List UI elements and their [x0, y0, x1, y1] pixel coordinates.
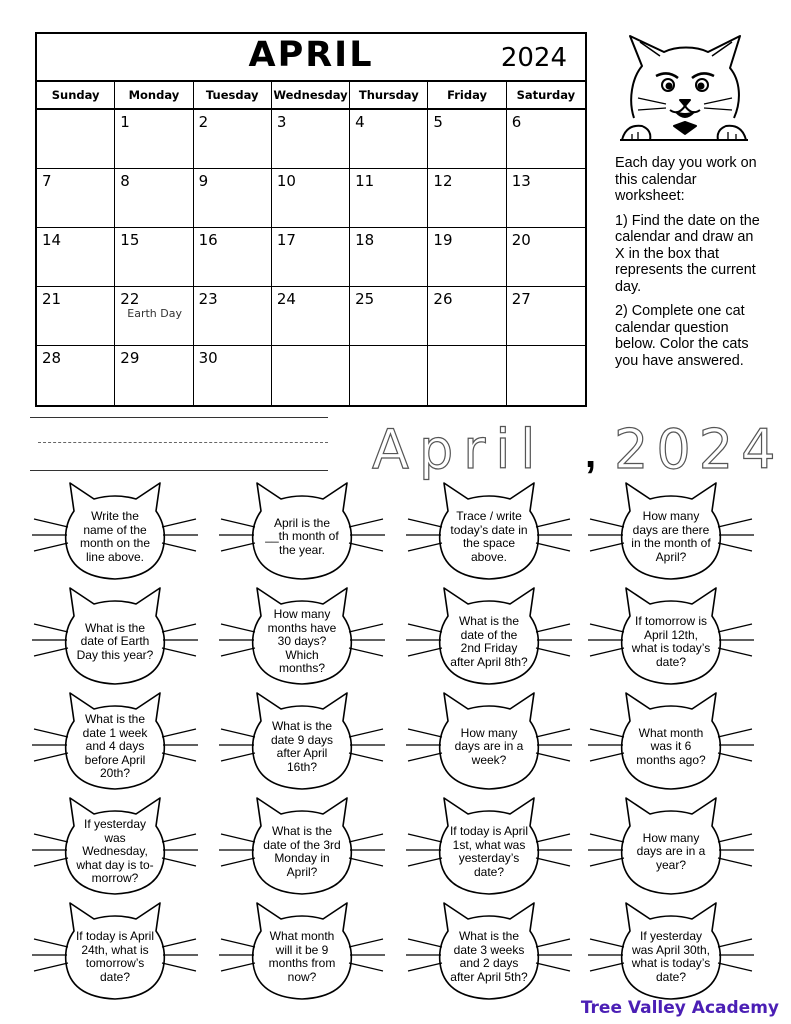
calendar-day-number: 21: [42, 290, 62, 308]
handwriting-lines[interactable]: [30, 417, 328, 473]
calendar-day-grid: [37, 110, 585, 405]
cat-question-text: What is the date of the 2nd Friday after April 8th?: [450, 614, 528, 669]
cat-question-card[interactable]: [404, 895, 574, 1005]
calendar-day-cell[interactable]: [194, 228, 272, 287]
calendar-day-cell[interactable]: [272, 169, 350, 228]
cat-question-text: How many days are there in the month of April?: [631, 509, 711, 564]
calendar-day-number: 18: [355, 231, 375, 249]
calendar-day-number: 11: [355, 172, 375, 190]
calendar-day-cell[interactable]: [350, 287, 428, 346]
calendar-day-number: 12: [433, 172, 453, 190]
cat-question-card[interactable]: [30, 790, 200, 900]
calendar-day-cell[interactable]: [428, 228, 506, 287]
calendar-day-cell[interactable]: [350, 228, 428, 287]
writing-top-line: [30, 417, 328, 418]
calendar-day-number: 7: [42, 172, 52, 190]
instructions: [615, 155, 765, 377]
cat-question-card[interactable]: [217, 475, 387, 585]
calendar-day-cell[interactable]: [115, 287, 193, 346]
calendar-day-cell[interactable]: [428, 287, 506, 346]
cat-question-text: How many days are in a week?: [454, 725, 524, 767]
cat-question-text: If tomorrow is April 12th, what is today’s date?: [631, 614, 711, 669]
calendar-day-cell[interactable]: [350, 110, 428, 169]
calendar-day-cell[interactable]: [428, 346, 506, 405]
calendar-day-number: 10: [276, 172, 296, 190]
brand-name: Tree Valley Academy: [580, 998, 779, 1018]
calendar-day-cell[interactable]: [272, 228, 350, 287]
calendar-day-number: 2: [198, 113, 209, 131]
calendar-day-cell[interactable]: [37, 287, 115, 346]
writing-base-line: [30, 470, 328, 471]
calendar-day-cell[interactable]: [37, 169, 115, 228]
cat-question-text: If yesterday was Wednesday, what day is to-morrow?: [76, 817, 154, 886]
trace-month-word[interactable]: April: [372, 418, 546, 481]
cat-question-grid: [30, 475, 770, 995]
calendar-day-number: 4: [355, 113, 365, 131]
calendar-day-cell[interactable]: [194, 346, 272, 405]
calendar-day-cell[interactable]: [428, 169, 506, 228]
calendar-day-cell[interactable]: [37, 110, 115, 169]
cat-question-card[interactable]: [217, 685, 387, 795]
cat-question-card[interactable]: [586, 580, 756, 690]
trace-comma: ,: [585, 432, 597, 476]
calendar-day-number: 25: [355, 290, 375, 308]
calendar-day-cell[interactable]: [428, 110, 506, 169]
calendar-day-cell[interactable]: [350, 169, 428, 228]
instructions-step-1: 1) Find the date on the calendar and draw an X in the box that represents the current day.: [615, 212, 760, 295]
calendar-day-number: 28: [42, 349, 62, 367]
calendar-day-cell[interactable]: [115, 169, 193, 228]
writing-dashed-midline: [38, 442, 328, 443]
weekday-friday: Friday: [428, 82, 506, 108]
calendar-day-number: 20: [511, 231, 531, 249]
weekday-wednesday: Wednesday: [272, 82, 350, 108]
cat-question-card[interactable]: [586, 685, 756, 795]
calendar-day-number: 19: [433, 231, 453, 249]
calendar-year: 2024: [500, 43, 567, 73]
cat-question-card[interactable]: [30, 475, 200, 585]
cat-question-text: Write the name of the month on the line above.: [79, 509, 151, 564]
weekday-saturday: Saturday: [516, 88, 576, 102]
calendar-day-cell[interactable]: [272, 346, 350, 405]
calendar-day-number: 27: [511, 290, 531, 308]
calendar-day-cell[interactable]: [272, 287, 350, 346]
cat-question-text: Trace / write today’s date in the space above.: [450, 509, 528, 564]
cat-question-card[interactable]: [586, 475, 756, 585]
calendar-day-number: 15: [120, 231, 140, 249]
calendar-day-cell[interactable]: [350, 346, 428, 405]
calendar-day-number: 9: [198, 172, 209, 190]
instructions-intro: Each day you work on this calendar worksheet:: [615, 155, 757, 204]
calendar-day-number: 29: [120, 349, 140, 367]
weekday-sunday: Sunday: [37, 82, 115, 108]
weekday-tuesday: Tuesday: [194, 82, 272, 108]
calendar-day-cell[interactable]: [507, 169, 585, 228]
cat-question-card[interactable]: [217, 895, 387, 1005]
calendar-day-number: 6: [511, 113, 522, 131]
cat-question-card[interactable]: [217, 790, 387, 900]
cat-question-text: What is the date of the 3rd Monday in April?: [263, 824, 341, 879]
cat-question-text: What is the date 3 weeks and 2 days after April 5th?: [450, 929, 528, 984]
calendar-day-number: 22: [120, 290, 140, 308]
cat-question-text: How many months have 30 days? Which months?: [267, 607, 337, 676]
cat-question-text: What month was it 6 months ago?: [636, 725, 706, 767]
calendar-day-cell[interactable]: [115, 110, 193, 169]
calendar-day-cell[interactable]: [115, 346, 193, 405]
calendar-day-number: 17: [276, 231, 296, 249]
calendar-day-number: 23: [198, 290, 218, 308]
cat-head-icon: [620, 30, 748, 148]
cat-question-card[interactable]: [404, 685, 574, 795]
holiday-note: Earth Day: [127, 307, 182, 320]
cat-question-text: If today is April 24th, what is tomorrow’s date?: [75, 929, 155, 984]
calendar-day-number: 5: [433, 113, 443, 131]
cat-question-text: What is the date 1 week and 4 days before April 20th?: [82, 712, 148, 781]
cat-question-card[interactable]: [586, 895, 756, 1005]
calendar-day-number: 30: [198, 349, 218, 367]
cat-question-card[interactable]: [30, 580, 200, 690]
calendar-day-number: 14: [42, 231, 62, 249]
cat-question-card[interactable]: [30, 685, 200, 795]
cat-question-card[interactable]: [404, 580, 574, 690]
calendar-day-cell[interactable]: [194, 110, 272, 169]
cat-question-card[interactable]: [404, 790, 574, 900]
calendar-day-number: 16: [198, 231, 218, 249]
cat-question-text: What month will it be 9 months from now?: [268, 929, 336, 984]
calendar-day-cell[interactable]: [272, 110, 350, 169]
calendar-day-cell[interactable]: [115, 228, 193, 287]
calendar-day-cell[interactable]: [507, 287, 585, 346]
calendar-day-number: 26: [433, 290, 453, 308]
weekday-header-row: [37, 82, 585, 110]
cat-question-card[interactable]: [404, 475, 574, 585]
calendar-day-cell[interactable]: [194, 169, 272, 228]
cat-question-card[interactable]: [30, 895, 200, 1005]
instructions-step-2: 2) Complete one cat calendar question below. Color the cats you have answered.: [615, 303, 749, 369]
calendar-day-cell[interactable]: [37, 228, 115, 287]
calendar-day-cell[interactable]: [37, 346, 115, 405]
cat-question-card[interactable]: [586, 790, 756, 900]
calendar-day-cell[interactable]: [507, 110, 585, 169]
calendar-day-number: 3: [276, 113, 287, 131]
cat-question-text: If yesterday was April 30th, what is today’s date?: [631, 929, 711, 984]
calendar-day-number: 1: [120, 113, 130, 131]
calendar-day-cell[interactable]: [194, 287, 272, 346]
calendar-day-number: 8: [120, 172, 130, 190]
cat-question-text: How many days are in a year?: [636, 830, 706, 872]
trace-year[interactable]: 2024: [614, 418, 784, 481]
calendar-day-number: 13: [511, 172, 531, 190]
cat-question-text: What is the date 9 days after April 16th?: [270, 719, 334, 774]
cat-question-text: April is the __th month of the year.: [265, 515, 339, 557]
calendar-title-bar: [37, 34, 585, 82]
weekday-thursday: Thursday: [350, 82, 428, 108]
month-name: APRIL: [248, 35, 374, 75]
cat-question-card[interactable]: [217, 580, 387, 690]
calendar: [35, 32, 587, 407]
weekday-monday: Monday: [115, 82, 193, 108]
calendar-day-cell[interactable]: [507, 228, 585, 287]
calendar-day-number: 24: [276, 290, 296, 308]
calendar-day-cell[interactable]: [507, 346, 585, 405]
cat-question-text: If today is April 1st, what was yesterday’s date?: [449, 824, 529, 879]
cat-question-text: What is the date of Earth Day this year?: [76, 620, 154, 662]
